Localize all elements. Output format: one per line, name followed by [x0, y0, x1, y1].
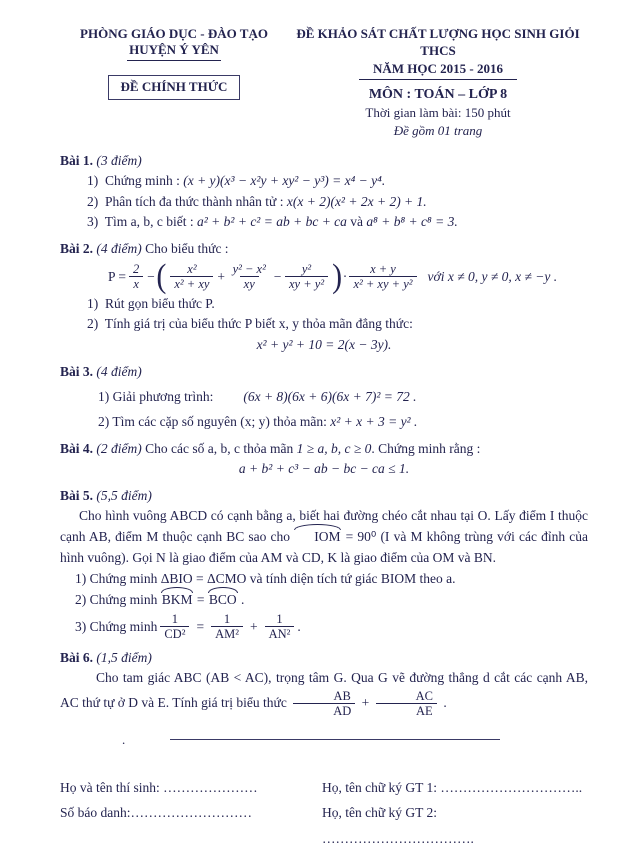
problem-1-item-2: [60, 192, 588, 213]
fraction-denominator: xy: [240, 276, 259, 291]
problem-2-heading: [60, 239, 588, 259]
math-expression: (6x + 8)(6x + 6)(6x + 7)² = 72 .: [243, 388, 417, 404]
problem-5-item-2: [60, 590, 588, 611]
fraction-numerator: x + y: [370, 261, 396, 276]
item-label: 1): [87, 295, 99, 311]
department-name: PHÒNG GIÁO DỤC - ĐÀO TẠO: [80, 26, 268, 41]
item-text: .: [237, 591, 245, 607]
stray-dot: .: [122, 731, 126, 747]
candidate-number-field: Số báo danh:………………………: [60, 805, 252, 821]
item-label: 1): [98, 388, 110, 404]
math-expression: x² + x + 3 = y² .: [330, 414, 418, 430]
problem-4-text: . Chứng minh rằng :: [371, 440, 481, 456]
period: .: [443, 694, 447, 710]
problem-3-heading: [60, 362, 588, 382]
fraction-numerator: y²: [301, 261, 312, 276]
fraction-numerator: 1: [223, 612, 231, 627]
fraction: [293, 689, 355, 719]
problem-2-points: (4 điểm): [96, 240, 142, 256]
item-label: 2): [87, 193, 99, 209]
fraction-denominator: x² + xy: [170, 276, 213, 291]
problem-4-title: Bài 4.: [60, 440, 94, 456]
problem-5-paragraph: [60, 506, 588, 569]
problem-1-heading: [60, 151, 588, 171]
item-label: 2): [87, 316, 99, 332]
fraction: [170, 262, 213, 292]
right-parenthesis: ): [332, 257, 343, 295]
formula-condition: với x ≠ 0, y ≠ 0, x ≠ −y .: [427, 268, 558, 284]
minus-operator: −: [146, 268, 156, 284]
fraction: [376, 689, 437, 719]
minus-operator: −: [272, 268, 282, 284]
problem-5-heading: [60, 486, 588, 506]
examiner1-signature-field: Họ, tên chữ ký GT 1: …………………………..: [322, 779, 583, 795]
fraction: [211, 612, 243, 642]
subject-line: MÔN : TOÁN – LỚP 8: [368, 86, 508, 102]
fraction-denominator: xy + y²: [285, 276, 328, 291]
fraction: [285, 262, 328, 292]
equals-sign: =: [196, 618, 205, 634]
problem-2-intro: Cho biểu thức :: [145, 240, 229, 256]
header-right-block: [288, 26, 588, 139]
problem-3-item-2: [60, 412, 588, 433]
problem-6-heading: [60, 648, 588, 668]
fraction-numerator: 1: [276, 612, 283, 627]
official-exam-stamp: ĐỀ CHÍNH THỨC: [108, 75, 241, 100]
plus-operator: +: [249, 618, 258, 634]
problem-3-title: Bài 3.: [60, 363, 94, 379]
plus-operator: +: [216, 268, 226, 284]
exam-body: [60, 151, 588, 852]
paragraph-text: (I và M không trùng với các đỉnh của hình vuông). Gọi N là giao điểm của AM và CD, K là giao điểm của OM và BN.: [60, 529, 588, 566]
angle-BCO: BCO: [208, 590, 238, 611]
item-text: Tìm các cặp số nguyên (x; y) thỏa mãn:: [112, 414, 331, 430]
footer-row-1: [60, 775, 588, 801]
plus-operator: +: [361, 694, 370, 710]
paragraph-text: Cho tam giác ABC (AB < AC), trọng tâm G. Qua G vẽ đường thẳng d cắt các cạnh AB, AC thứ tự ở D và E. Tính giá trị biểu thức: [60, 670, 588, 710]
item-text: Phân tích đa thức thành nhân tử :: [105, 193, 287, 209]
math-expression: x(x + 2)(x² + 2x + 2) + 1.: [286, 193, 427, 209]
problem-5-points: (5,5 điểm): [96, 487, 152, 503]
problem-2-equation: x² + y² + 10 = 2(x − 3y).: [256, 336, 392, 352]
header-left-block: [60, 26, 288, 139]
formula-lhs: P =: [108, 268, 126, 284]
problem-2-item-2: [60, 314, 588, 335]
problem-2-item-1: [60, 294, 588, 315]
fraction-numerator: y² − x²: [232, 261, 266, 276]
fraction: [160, 612, 189, 642]
examiner2-signature-field: Họ, tên chữ ký GT 2: …………………………….: [322, 805, 474, 846]
official-stamp-row: [60, 61, 288, 100]
problem-2-formula: [108, 257, 588, 295]
footer: [60, 775, 588, 852]
school-year-row: [288, 60, 588, 80]
math-expression: a² + b² + c² = ab + bc + ca: [197, 214, 347, 230]
fraction-numerator: 1: [171, 612, 179, 627]
fraction-numerator: x²: [187, 261, 197, 276]
district-name: HUYỆN Ý YÊN: [127, 42, 221, 60]
item-text: Tìm a, b, c biết :: [104, 214, 197, 230]
item-text: =: [193, 591, 208, 607]
left-parenthesis: (: [156, 257, 167, 295]
problem-1-item-3: [60, 212, 588, 233]
problem-2-title: Bài 2.: [60, 240, 94, 256]
header: [60, 26, 588, 139]
candidate-name-field: Họ và tên thí sinh: …………………: [60, 779, 258, 795]
problem-5-item-1: 1) Chứng minh ΔBIO = ΔCMO và tính diện tích tứ giác BIOM theo a.: [75, 571, 456, 586]
angle-BKM: BKM: [161, 590, 194, 611]
item-text: Tính giá trị của biểu thức P biết x, y thỏa mãn đẳng thức:: [104, 316, 413, 332]
fraction-denominator: AM²: [211, 626, 243, 641]
problem-1-item-1: [60, 171, 588, 192]
math-expression: a⁸ + b⁸ + c⁸ = 3.: [366, 214, 458, 230]
item-text: Chứng minh :: [105, 173, 184, 189]
fraction-numerator: AB: [333, 688, 351, 703]
problem-6-title: Bài 6.: [60, 649, 94, 665]
period: .: [297, 618, 301, 634]
footer-row-2: [60, 800, 588, 851]
closing-rule: [170, 739, 500, 740]
closing-rule-row: [122, 733, 588, 747]
fraction: [129, 262, 143, 292]
paragraph-text: Cho hình vuông ABCD có cạnh bằng a, biết hai đường chéo cắt nhau tại O. Lấy điểm I thuộc cạnh AB, điểm M thuộc cạnh BC sao cho: [60, 508, 588, 545]
item-label: 1): [87, 173, 99, 189]
math-expression: (x + y)(x³ − x²y + xy² − y³) = x⁴ − y⁴.: [183, 173, 386, 189]
problem-4-points: (2 điểm): [96, 440, 142, 456]
fraction: [349, 262, 416, 292]
fraction-numerator: 2: [133, 261, 140, 276]
problem-1-title: Bài 1.: [60, 152, 94, 168]
item-text: và: [346, 214, 367, 230]
problem-3-item-1: [60, 387, 588, 408]
problem-5-title: Bài 5.: [60, 487, 94, 503]
problem-6-paragraph: [60, 668, 588, 719]
item-label: 2): [98, 414, 110, 430]
fraction-denominator: AD: [293, 703, 355, 718]
item-text: 2) Chứng minh: [75, 591, 161, 607]
problem-6-points: (1,5 điểm): [96, 649, 152, 665]
math-expression: 1 ≥ a, b, c ≥ 0: [296, 440, 372, 456]
duration-line: Thời gian làm bài: 150 phút: [365, 104, 511, 120]
problem-4-heading: [60, 439, 588, 459]
item-text: Giải phương trình:: [112, 388, 214, 404]
angle-IOM: IOM: [294, 527, 341, 548]
fraction-denominator: AN²: [265, 626, 295, 641]
district-name-row: [60, 42, 288, 60]
exam-title: ĐỀ KHẢO SÁT CHẤT LƯỢNG HỌC SINH GIỎI THCS: [296, 26, 580, 58]
page-count-note: Đề gồm 01 trang: [393, 122, 483, 138]
problem-1-points: (3 điểm): [96, 152, 142, 168]
angle-equation: = 90⁰: [341, 529, 381, 545]
fraction: [265, 612, 295, 642]
problem-3-points: (4 điểm): [96, 363, 142, 379]
item-label: 3): [87, 214, 99, 230]
problem-4-equation: a + b² + c³ − ab − bc − ca ≤ 1.: [238, 461, 410, 477]
problem-4-text: Cho các số a, b, c thỏa mãn: [145, 440, 297, 456]
dot-operator: ·: [343, 268, 347, 284]
item-text: 3) Chứng minh: [75, 618, 158, 634]
fraction-denominator: x: [129, 276, 143, 291]
school-year: NĂM HỌC 2015 - 2016: [359, 61, 517, 80]
item-text: Rút gọn biểu thức P.: [105, 295, 215, 311]
fraction-numerator: AC: [415, 688, 433, 703]
fraction-denominator: AE: [376, 703, 437, 718]
fraction-denominator: x² + xy + y²: [349, 276, 416, 291]
fraction-denominator: CD²: [160, 626, 189, 641]
problem-5-item-3: [60, 612, 588, 642]
fraction: [229, 262, 270, 292]
